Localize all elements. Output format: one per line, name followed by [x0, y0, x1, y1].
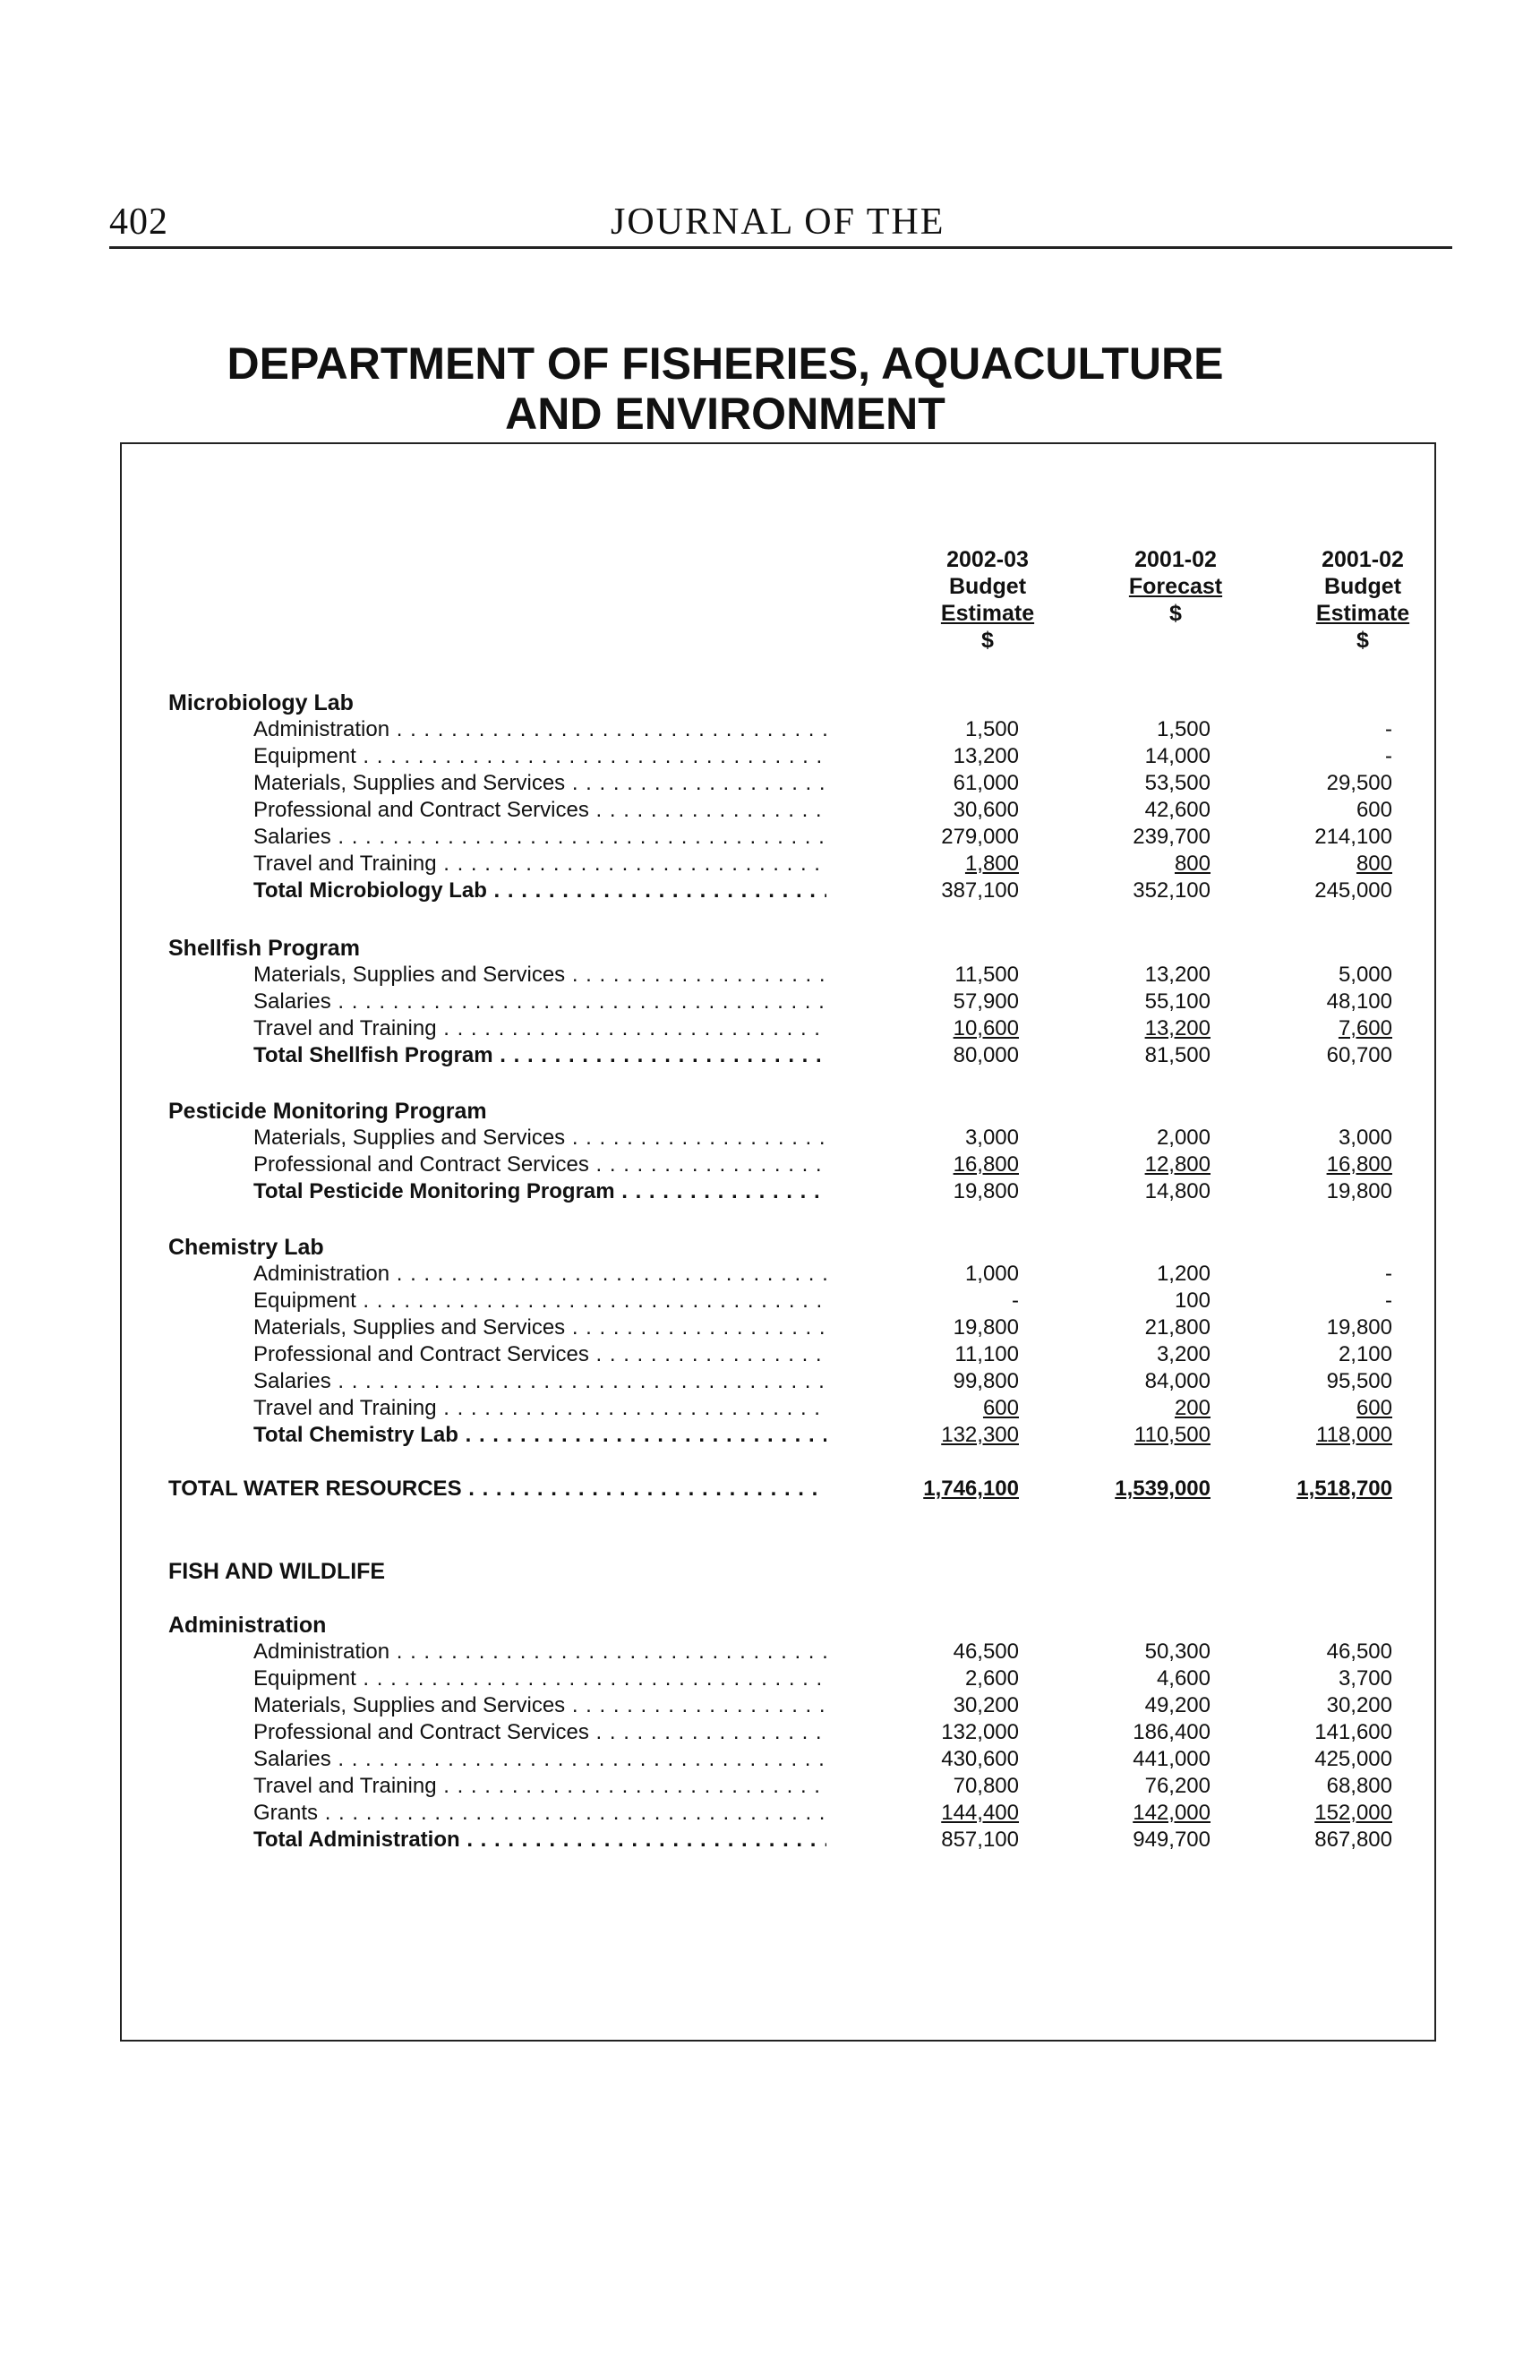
value-2001-02-estimate: 68,800 [1326, 1774, 1392, 1798]
value-cell [1213, 851, 1392, 878]
header-rule [109, 246, 1452, 249]
table-row [0, 1395, 1540, 1422]
value-cell [840, 1476, 1019, 1502]
value-2002-03-estimate: 857,100 [941, 1828, 1019, 1852]
value-2001-02-estimate: 867,800 [1314, 1828, 1392, 1852]
table-row [0, 1125, 1540, 1151]
table-row [0, 743, 1540, 770]
table-row [0, 1692, 1540, 1719]
value-2001-02-forecast: 1,200 [1156, 1262, 1211, 1286]
value-2001-02-estimate: - [1385, 717, 1392, 741]
section-heading-fish-and-wildlife: FISH AND WILDLIFE [168, 1559, 386, 1584]
table-row [0, 962, 1540, 989]
value-2001-02-forecast: 800 [1174, 852, 1211, 876]
value-2001-02-estimate: 214,100 [1314, 825, 1392, 849]
value-cell [840, 851, 1019, 878]
section-heading-administration: Administration [168, 1613, 327, 1638]
value-cell [1031, 1015, 1211, 1042]
value-2002-03-estimate: 279,000 [941, 825, 1019, 849]
value-2001-02-forecast: 110,500 [1134, 1423, 1211, 1447]
row-label: Materials, Supplies and Services . . . [253, 1314, 826, 1341]
value-2002-03-estimate: 13,200 [953, 744, 1019, 768]
value-2002-03-estimate: 387,100 [941, 878, 1019, 903]
value-2001-02-forecast: 42,600 [1144, 798, 1211, 822]
department-title [143, 338, 1307, 439]
value-2001-02-estimate: 600 [1356, 798, 1392, 822]
value-2002-03-estimate: 70,800 [953, 1774, 1019, 1798]
value-2001-02-forecast: 53,500 [1144, 771, 1211, 795]
total-row [0, 1178, 1540, 1205]
value-2001-02-forecast: 3,200 [1156, 1342, 1211, 1366]
column-header-2002-03-budget-estimate [889, 546, 1086, 654]
value-cell [1213, 1422, 1392, 1449]
value-2001-02-forecast: 1,500 [1156, 717, 1211, 741]
column-header-line: Estimate [1315, 601, 1410, 626]
row-label: Materials, Supplies and Services . . . [253, 1692, 826, 1719]
total-row [0, 1827, 1540, 1853]
table-row [0, 1015, 1540, 1042]
row-label: Salaries . . . [253, 824, 826, 851]
table-row [0, 1639, 1540, 1665]
row-label: Grants . . . [253, 1800, 826, 1827]
value-2001-02-estimate: 29,500 [1326, 771, 1392, 795]
table-row [0, 1151, 1540, 1178]
value-2001-02-estimate: - [1385, 744, 1392, 768]
value-2002-03-estimate: 1,000 [964, 1262, 1019, 1286]
value-2001-02-estimate: 600 [1356, 1396, 1392, 1420]
table-row [0, 1261, 1540, 1288]
value-2002-03-estimate: - [1012, 1288, 1019, 1313]
value-cell [1031, 1800, 1211, 1827]
value-2002-03-estimate: 57,900 [953, 989, 1019, 1014]
table-row [0, 770, 1540, 797]
value-2001-02-forecast: 13,200 [1144, 963, 1211, 987]
table-row [0, 824, 1540, 851]
row-label: Equipment . . . [253, 1665, 826, 1692]
table-row [0, 1719, 1540, 1746]
value-2001-02-estimate: 425,000 [1314, 1747, 1392, 1771]
row-label: Professional and Contract Services . . . [253, 797, 826, 824]
value-2002-03-estimate: 46,500 [953, 1639, 1019, 1664]
value-2002-03-estimate: 30,200 [953, 1693, 1019, 1717]
table-row [0, 797, 1540, 824]
value-2001-02-forecast: 14,000 [1144, 744, 1211, 768]
row-label: Travel and Training . . . [253, 1015, 826, 1042]
value-2001-02-estimate: 19,800 [1326, 1179, 1392, 1203]
value-2001-02-estimate: 1,518,700 [1296, 1477, 1392, 1501]
value-2002-03-estimate: 3,000 [964, 1126, 1019, 1150]
row-label: Travel and Training . . . [253, 1395, 826, 1422]
value-2001-02-forecast: 76,200 [1144, 1774, 1211, 1798]
value-2001-02-forecast: 2,000 [1156, 1126, 1211, 1150]
value-2001-02-forecast: 12,800 [1144, 1152, 1211, 1177]
value-2001-02-estimate: 30,200 [1326, 1693, 1392, 1717]
value-2001-02-estimate: - [1385, 1262, 1392, 1286]
value-2002-03-estimate: 430,600 [941, 1747, 1019, 1771]
value-2001-02-forecast: 49,200 [1144, 1693, 1211, 1717]
table-row [0, 989, 1540, 1015]
value-2002-03-estimate: 11,500 [954, 963, 1019, 987]
value-2001-02-estimate: 48,100 [1326, 989, 1392, 1014]
total-row [0, 1422, 1540, 1449]
value-2002-03-estimate: 19,800 [953, 1179, 1019, 1203]
row-label: Salaries . . . [253, 989, 826, 1015]
value-cell [840, 1151, 1019, 1178]
row-label: Administration . . . [253, 716, 826, 743]
value-2001-02-estimate: 5,000 [1338, 963, 1392, 987]
column-header-line: 2001-02 [1322, 547, 1404, 572]
table-row [0, 1665, 1540, 1692]
value-2001-02-forecast: 949,700 [1133, 1828, 1211, 1852]
row-label: Total Administration . . . [253, 1827, 826, 1853]
row-label: Travel and Training . . . [253, 1773, 826, 1800]
total-row [0, 1042, 1540, 1069]
row-label: Total Pesticide Monitoring Program . . . [253, 1178, 826, 1205]
row-label: Materials, Supplies and Services . . . [253, 1125, 826, 1151]
value-2002-03-estimate: 19,800 [953, 1315, 1019, 1340]
table-row [0, 851, 1540, 878]
value-2002-03-estimate: 16,800 [953, 1152, 1019, 1177]
row-label: Equipment . . . [253, 743, 826, 770]
value-cell [840, 1422, 1019, 1449]
value-cell [1031, 1476, 1211, 1502]
department-title-line1: DEPARTMENT OF FISHERIES, AQUACULTURE [227, 338, 1224, 389]
value-2002-03-estimate: 1,500 [964, 717, 1019, 741]
value-2001-02-estimate: 60,700 [1326, 1043, 1392, 1067]
value-2001-02-forecast: 186,400 [1133, 1720, 1211, 1744]
table-row [0, 1800, 1540, 1827]
value-2001-02-forecast: 21,800 [1144, 1315, 1211, 1340]
column-header-line: 2002-03 [946, 547, 1029, 572]
value-cell [1031, 851, 1211, 878]
value-2001-02-forecast: 142,000 [1133, 1801, 1211, 1825]
value-2001-02-estimate: 141,600 [1314, 1720, 1392, 1744]
value-2001-02-estimate: 800 [1356, 852, 1392, 876]
value-2001-02-estimate: - [1385, 1288, 1392, 1313]
value-2002-03-estimate: 30,600 [953, 798, 1019, 822]
table-row [0, 1341, 1540, 1368]
value-cell [1031, 1395, 1211, 1422]
row-label: Administration . . . [253, 1639, 826, 1665]
value-2001-02-forecast: 13,200 [1144, 1016, 1211, 1040]
value-2001-02-forecast: 14,800 [1144, 1179, 1211, 1203]
column-header-line: Budget [1323, 574, 1402, 599]
value-2002-03-estimate: 11,100 [954, 1342, 1019, 1366]
table-row [0, 1773, 1540, 1800]
row-label: TOTAL WATER RESOURCES . . . [168, 1476, 826, 1502]
journal-title: JOURNAL OF THE [611, 201, 945, 243]
column-header-currency: $ [981, 628, 994, 653]
table-row [0, 1288, 1540, 1314]
value-cell [1213, 1395, 1392, 1422]
row-label: Equipment . . . [253, 1288, 826, 1314]
column-header-line: 2001-02 [1134, 547, 1217, 572]
value-2001-02-forecast: 352,100 [1133, 878, 1211, 903]
value-cell [840, 1395, 1019, 1422]
table-row [0, 716, 1540, 743]
column-header-2001-02-forecast [1077, 546, 1274, 627]
value-2001-02-estimate: 7,600 [1338, 1016, 1392, 1040]
value-2001-02-estimate: 16,800 [1326, 1152, 1392, 1177]
section-heading-chemistry-lab: Chemistry Lab [168, 1235, 324, 1260]
value-2002-03-estimate: 2,600 [964, 1666, 1019, 1691]
value-2002-03-estimate: 144,400 [941, 1801, 1019, 1825]
value-2002-03-estimate: 132,000 [941, 1720, 1019, 1744]
value-2001-02-forecast: 84,000 [1144, 1369, 1211, 1393]
value-2001-02-estimate: 95,500 [1326, 1369, 1392, 1393]
value-2001-02-estimate: 118,000 [1316, 1423, 1392, 1447]
column-header-2001-02-budget-estimate [1264, 546, 1461, 654]
value-cell [1213, 1800, 1392, 1827]
column-header-line: Estimate [940, 601, 1035, 626]
total-row [0, 878, 1540, 904]
value-cell [1031, 1151, 1211, 1178]
row-label: Professional and Contract Services . . . [253, 1151, 826, 1178]
grand-total-row [0, 1476, 1540, 1502]
value-2001-02-forecast: 1,539,000 [1115, 1477, 1211, 1501]
row-label: Materials, Supplies and Services . . . [253, 770, 826, 797]
value-2001-02-estimate: 245,000 [1314, 878, 1392, 903]
value-2002-03-estimate: 80,000 [953, 1043, 1019, 1067]
value-2001-02-forecast: 441,000 [1133, 1747, 1211, 1771]
value-2001-02-forecast: 81,500 [1144, 1043, 1211, 1067]
value-cell [1213, 1015, 1392, 1042]
value-2001-02-estimate: 2,100 [1338, 1342, 1392, 1366]
row-label: Salaries . . . [253, 1746, 826, 1773]
row-label: Total Microbiology Lab . . . [253, 878, 826, 904]
table-row [0, 1746, 1540, 1773]
section-heading-pesticide-monitoring: Pesticide Monitoring Program [168, 1099, 487, 1124]
row-label: Travel and Training . . . [253, 851, 826, 878]
column-header-currency: $ [1356, 628, 1369, 653]
value-2001-02-forecast: 239,700 [1133, 825, 1211, 849]
row-label: Administration . . . [253, 1261, 826, 1288]
table-row [0, 1368, 1540, 1395]
value-2002-03-estimate: 1,800 [964, 852, 1019, 876]
value-2002-03-estimate: 600 [982, 1396, 1019, 1420]
department-title-line2: AND ENVIRONMENT [505, 389, 945, 439]
value-cell [840, 1015, 1019, 1042]
value-2001-02-estimate: 3,000 [1338, 1126, 1392, 1150]
row-label: Professional and Contract Services . . . [253, 1719, 826, 1746]
value-cell [1031, 1422, 1211, 1449]
row-label: Total Chemistry Lab . . . [253, 1422, 826, 1449]
row-label: Professional and Contract Services . . . [253, 1341, 826, 1368]
column-header-currency: $ [1169, 601, 1182, 626]
value-cell [1213, 1476, 1392, 1502]
value-2001-02-estimate: 152,000 [1314, 1801, 1392, 1825]
value-cell [840, 1800, 1019, 1827]
value-2002-03-estimate: 1,746,100 [923, 1477, 1019, 1501]
value-2001-02-forecast: 100 [1174, 1288, 1211, 1313]
section-heading-microbiology-lab: Microbiology Lab [168, 690, 354, 715]
section-heading-shellfish-program: Shellfish Program [168, 936, 360, 961]
value-2002-03-estimate: 132,300 [941, 1423, 1019, 1447]
column-header-line: Forecast [1128, 574, 1223, 599]
row-label: Salaries . . . [253, 1368, 826, 1395]
page-number: 402 [109, 201, 168, 243]
value-2002-03-estimate: 10,600 [953, 1016, 1019, 1040]
running-head [109, 195, 1452, 249]
value-cell [1213, 1151, 1392, 1178]
value-2001-02-forecast: 4,600 [1156, 1666, 1211, 1691]
value-2001-02-forecast: 50,300 [1144, 1639, 1211, 1664]
table-row [0, 1314, 1540, 1341]
value-2002-03-estimate: 61,000 [953, 771, 1019, 795]
row-label: Materials, Supplies and Services . . . [253, 962, 826, 989]
value-2001-02-estimate: 46,500 [1326, 1639, 1392, 1664]
value-2001-02-forecast: 55,100 [1144, 989, 1211, 1014]
value-2002-03-estimate: 99,800 [953, 1369, 1019, 1393]
value-2001-02-forecast: 200 [1174, 1396, 1211, 1420]
value-2001-02-estimate: 19,800 [1326, 1315, 1392, 1340]
row-label: Total Shellfish Program . . . [253, 1042, 826, 1069]
column-header-line: Budget [948, 574, 1027, 599]
value-2001-02-estimate: 3,700 [1338, 1666, 1392, 1691]
